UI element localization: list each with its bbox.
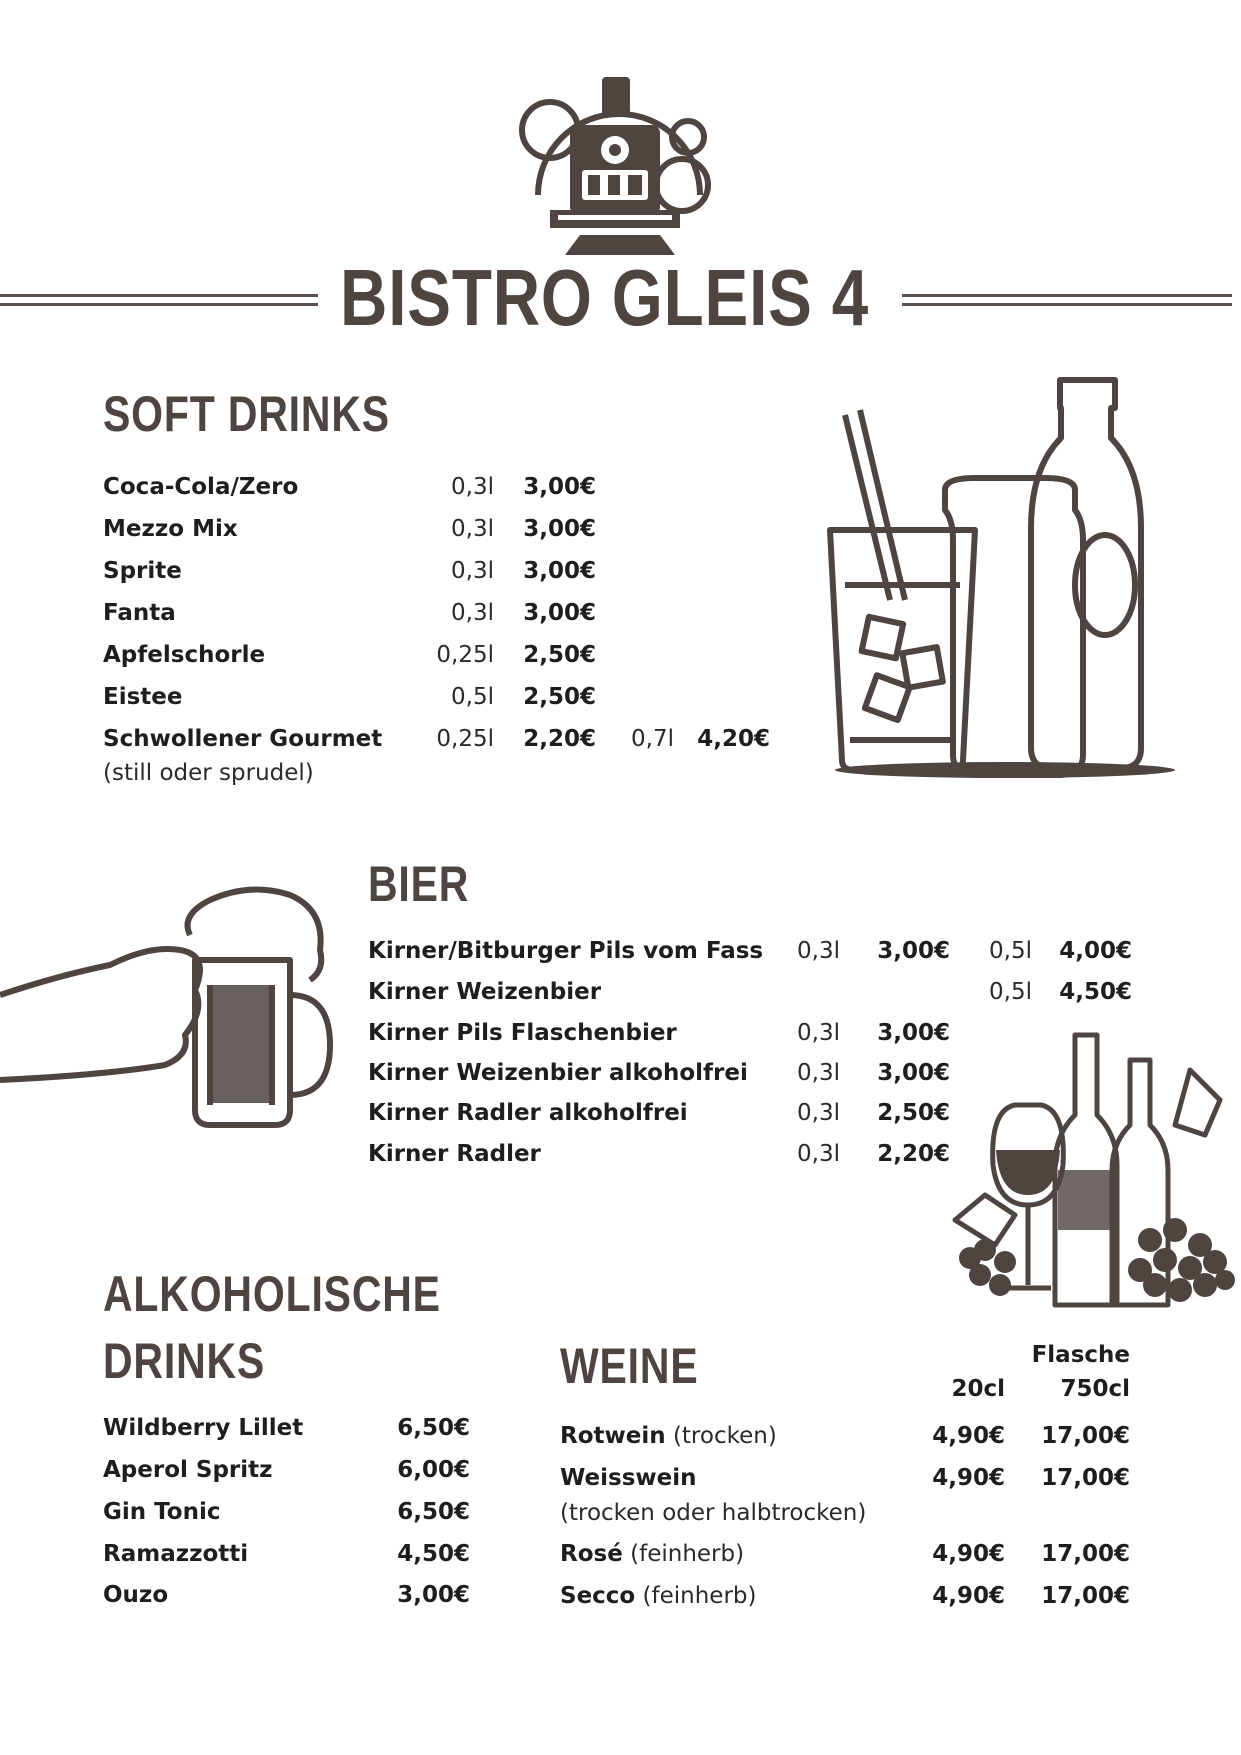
bier-item-size: 0,3l: [797, 938, 840, 964]
bier-item-price: 2,50€: [877, 1100, 950, 1126]
soft-item-name: Schwollener Gourmet: [103, 726, 383, 752]
soft-item-price: 2,50€: [523, 642, 596, 668]
train-logo: [510, 75, 730, 255]
soft-item-size: 0,3l: [451, 558, 494, 584]
bier-item-price: 2,20€: [877, 1141, 950, 1167]
soft-item-price: 3,00€: [523, 558, 596, 584]
weine-heading: WEINE: [560, 1338, 699, 1394]
wein-item-price-20cl: 4,90€: [932, 1541, 1005, 1567]
alk-item-name: Ramazzotti: [103, 1541, 249, 1567]
bier-item-price: 3,00€: [877, 1060, 950, 1086]
wein-item-name: Rosé: [560, 1541, 623, 1567]
alk-item-name: Wildberry Lillet: [103, 1415, 304, 1441]
soft-item-price: 3,00€: [523, 600, 596, 626]
soft-drinks-heading: SOFT DRINKS: [103, 386, 390, 442]
wine-illustration: [950, 1030, 1235, 1315]
bier-heading: BIER: [368, 856, 470, 912]
bier-item-size-2: 0,5l: [989, 938, 1032, 964]
soft-item-name: Sprite: [103, 558, 182, 584]
wein-item-detail: (feinherb): [642, 1583, 757, 1609]
weine-col-header-top: Flasche: [1031, 1342, 1130, 1368]
weine-col-20cl: 20cl: [951, 1376, 1005, 1402]
soft-item-price: 2,50€: [523, 684, 596, 710]
wein-item-price-750cl: 17,00€: [1041, 1583, 1130, 1609]
soft-item-name: Fanta: [103, 600, 176, 626]
soft-item-size-2: 0,7l: [631, 726, 674, 752]
beer-hand-illustration: [0, 885, 340, 1135]
bier-item-name: Kirner Weizenbier: [368, 979, 602, 1005]
alk-item-price: 6,50€: [397, 1415, 470, 1441]
wein-item-detail: (trocken): [672, 1423, 777, 1449]
soft-item-name: Coca-Cola/Zero: [103, 474, 299, 500]
wein-item-name: Secco: [560, 1583, 636, 1609]
alkoholische-heading-line2: DRINKS: [103, 1333, 266, 1389]
weine-col-750cl: 750cl: [1060, 1376, 1130, 1402]
alkoholische-heading-line1: ALKOHOLISCHE: [103, 1266, 441, 1322]
alk-item-price: 6,00€: [397, 1457, 470, 1483]
soft-item-size: 0,25l: [436, 642, 494, 668]
soft-item-name: Mezzo Mix: [103, 516, 238, 542]
wein-item-price-20cl: 4,90€: [932, 1423, 1005, 1449]
soft-drinks-illustration: [825, 370, 1175, 785]
soft-item-price: 3,00€: [523, 516, 596, 542]
header-rule-right-1: [902, 294, 1232, 297]
wein-item-detail: (feinherb): [630, 1541, 745, 1567]
wein-item-detail: (trocken oder halbtrocken): [560, 1500, 867, 1526]
bier-item-name: Kirner Radler alkoholfrei: [368, 1100, 688, 1126]
bier-item-price: 3,00€: [877, 1020, 950, 1046]
alk-item-price: 4,50€: [397, 1541, 470, 1567]
wein-item: [560, 1541, 744, 1567]
bier-item-size: 0,3l: [797, 1141, 840, 1167]
bier-item-name: Kirner/Bitburger Pils vom Fass: [368, 938, 764, 964]
soft-item-price: 2,20€: [523, 726, 596, 752]
wein-item-price-750cl: 17,00€: [1041, 1541, 1130, 1567]
wein-item: [560, 1423, 777, 1449]
bier-item-price: 3,00€: [877, 938, 950, 964]
alk-item-price: 6,50€: [397, 1499, 470, 1525]
bier-item-price-2: 4,00€: [1059, 938, 1132, 964]
bier-item-size: 0,3l: [797, 1020, 840, 1046]
soft-item-name: Eistee: [103, 684, 183, 710]
wein-item-name: Rotwein: [560, 1423, 666, 1449]
wein-item: [560, 1583, 757, 1609]
soft-item-size: 0,3l: [451, 600, 494, 626]
soft-item-size: 0,3l: [451, 516, 494, 542]
soft-item-size: 0,25l: [436, 726, 494, 752]
bier-item-size: 0,3l: [797, 1100, 840, 1126]
wein-item-name: Weisswein: [560, 1465, 697, 1491]
bier-item-size-2: 0,5l: [989, 979, 1032, 1005]
alk-item-name: Aperol Spritz: [103, 1457, 273, 1483]
soft-item-size: 0,3l: [451, 474, 494, 500]
soft-item-note: (still oder sprudel): [103, 760, 314, 786]
alk-item-price: 3,00€: [397, 1582, 470, 1608]
soft-item-price-2: 4,20€: [697, 726, 770, 752]
bier-item-name: Kirner Weizenbier alkoholfrei: [368, 1060, 748, 1086]
alk-item-name: Gin Tonic: [103, 1499, 221, 1525]
wein-item-price-20cl: 4,90€: [932, 1465, 1005, 1491]
bier-item-name: Kirner Radler: [368, 1141, 541, 1167]
soft-item-size: 0,5l: [451, 684, 494, 710]
soft-item-name: Apfelschorle: [103, 642, 266, 668]
alk-item-name: Ouzo: [103, 1582, 169, 1608]
brand-title: BISTRO GLEIS 4: [340, 253, 870, 342]
wein-item-price-750cl: 17,00€: [1041, 1423, 1130, 1449]
header-rule-left-2: [0, 303, 318, 306]
header-rule-right-2: [902, 303, 1232, 306]
bier-item-size: 0,3l: [797, 1060, 840, 1086]
wein-item-price-20cl: 4,90€: [932, 1583, 1005, 1609]
bier-item-name: Kirner Pils Flaschenbier: [368, 1020, 677, 1046]
soft-item-price: 3,00€: [523, 474, 596, 500]
wein-item-price-750cl: 17,00€: [1041, 1465, 1130, 1491]
header-rule-left-1: [0, 294, 318, 297]
bier-item-price-2: 4,50€: [1059, 979, 1132, 1005]
